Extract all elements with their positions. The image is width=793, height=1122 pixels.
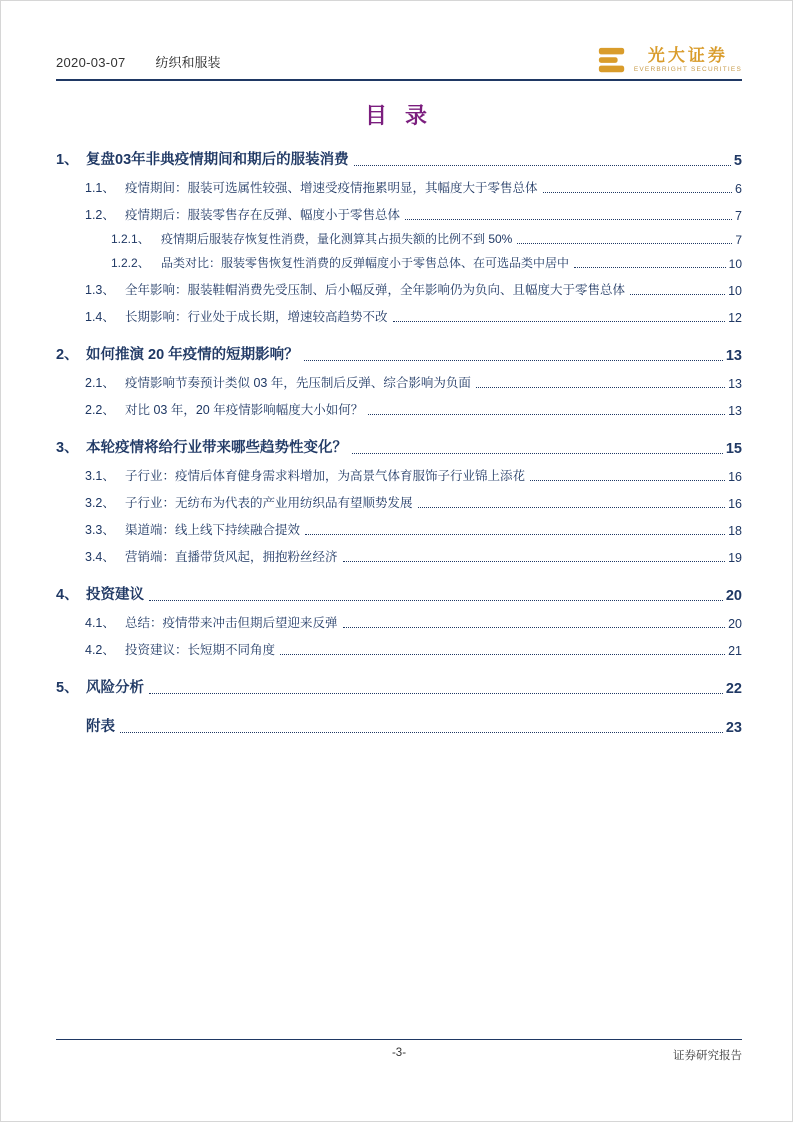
toc-leader-dots — [343, 627, 726, 628]
toc-entry[interactable] — [56, 715, 742, 736]
toc-entry-page: 12 — [728, 311, 742, 325]
toc-entry-number: 3.1、 — [85, 469, 115, 483]
toc-entry-page: 19 — [728, 551, 742, 565]
toc-leader-dots — [405, 219, 732, 220]
toc-entry-page: 5 — [733, 153, 742, 169]
page-title: 目 录 — [364, 103, 434, 128]
toc-entry-page: 21 — [728, 644, 742, 658]
toc-leader-dots — [304, 360, 723, 361]
toc-entry[interactable] — [56, 640, 742, 658]
toc-entry-page: 15 — [725, 441, 742, 457]
toc-entry-label: 品类对比：服装零售恢复性消费的反弹幅度小于零售总体、在可选品类中居中 — [161, 256, 570, 270]
toc-leader-dots — [149, 693, 723, 694]
toc-entry-number: 4、 — [56, 587, 79, 603]
toc-entry-page: 6 — [735, 182, 742, 196]
header-divider — [56, 79, 742, 81]
toc-entry-number: 2.2、 — [85, 403, 115, 417]
toc-entry-label: 疫情期间：服装可选属性较强、增速受疫情拖累明显，其幅度大于零售总体 — [125, 181, 538, 195]
footer-report-type: 证券研究报告 — [673, 1050, 742, 1062]
toc-entry-number: 1.4、 — [85, 310, 115, 324]
toc-entry-number: 1.2.2、 — [111, 256, 150, 270]
toc-leader-dots — [543, 192, 733, 193]
toc-entry[interactable] — [56, 178, 742, 196]
toc-entry-label: 复盘03年非典疫情期间和期后的服装消费 — [86, 152, 349, 168]
toc-entry-page: 16 — [728, 470, 742, 484]
toc-entry[interactable] — [56, 676, 742, 697]
toc-leader-dots — [574, 267, 726, 268]
toc-entry[interactable] — [56, 520, 742, 538]
toc-entry-label: 疫情影响节奏预计类似 03 年，先压制后反弹、综合影响为负面 — [125, 376, 471, 390]
report-date: 2020-03-07 — [56, 55, 126, 70]
page-header — [56, 45, 742, 81]
toc-entry[interactable] — [56, 466, 742, 484]
toc-entry-label: 投资建议 — [86, 587, 144, 603]
toc-entry-page: 7 — [735, 209, 742, 223]
toc-entry[interactable] — [56, 493, 742, 511]
toc-entry-number: 3.2、 — [85, 496, 115, 510]
toc-leader-dots — [280, 654, 725, 655]
toc-entry[interactable] — [56, 280, 742, 298]
toc-leader-dots — [120, 732, 723, 733]
toc-entry-label: 对比 03 年，20 年疫情影响幅度大小如何？ — [125, 403, 364, 417]
toc-leader-dots — [149, 600, 723, 601]
toc-entry[interactable] — [56, 307, 742, 325]
toc-entry[interactable] — [56, 148, 742, 169]
toc-entry[interactable] — [56, 254, 742, 271]
toc-entry[interactable] — [56, 343, 742, 364]
toc-leader-dots — [368, 414, 725, 415]
everbright-logo-icon — [597, 45, 627, 75]
toc-entry-number: 3.3、 — [85, 523, 115, 537]
toc-entry-label: 长期影响：行业处于成长期，增速较高趋势不改 — [125, 310, 388, 324]
toc-leader-dots — [305, 534, 725, 535]
toc-entry-number: 2、 — [56, 347, 79, 363]
toc-entry[interactable] — [56, 547, 742, 565]
toc-entry[interactable] — [56, 205, 742, 223]
footer-page-number: -3- — [391, 1047, 407, 1059]
toc-list — [56, 148, 742, 736]
page-footer — [56, 1039, 742, 1069]
toc-entry-number: 4.2、 — [85, 643, 115, 657]
toc-leader-dots — [418, 507, 726, 508]
toc-entry-label: 营销端：直播带货风起，拥抱粉丝经济 — [125, 550, 338, 564]
toc-entry-label: 总结：疫情带来冲击但期后望迎来反弹 — [125, 616, 338, 630]
logo-subtitle: EVERBRIGHT SECURITIES — [633, 66, 742, 74]
toc-entry-page: 13 — [728, 404, 742, 418]
toc-entry-label: 如何推演 20 年疫情的短期影响？ — [86, 347, 299, 363]
toc-entry-page: 13 — [728, 377, 742, 391]
toc-leader-dots — [343, 561, 726, 562]
toc-entry-label: 风险分析 — [86, 680, 144, 696]
toc-entry-label: 疫情期后：服装零售存在反弹、幅度小于零售总体 — [125, 208, 401, 222]
everbright-logo — [597, 45, 742, 79]
report-category: 纺织和服装 — [155, 55, 221, 70]
toc-entry-page: 20 — [728, 617, 742, 631]
toc-entry-label: 投资建议：长短期不同角度 — [125, 643, 276, 657]
toc-leader-dots — [352, 453, 723, 454]
toc-entry-label: 疫情期后服装存恢复性消费，量化测算其占损失额的比例不到 50% — [161, 232, 513, 246]
toc-entry-label: 全年影响：服装鞋帽消费先受压制、后小幅反弹，全年影响仍为负向、且幅度大于零售总体 — [125, 283, 626, 297]
toc-entry-label: 子行业：疫情后体育健身需求料增加，为高景气体育服饰子行业锦上添花 — [125, 469, 526, 483]
toc-entry-number: 2.1、 — [85, 376, 115, 390]
toc-entry-page: 16 — [728, 497, 742, 511]
toc-entry[interactable] — [56, 230, 742, 247]
toc-entry-label: 渠道端：线上线下持续融合提效 — [125, 523, 301, 537]
toc-entry-number: 5、 — [56, 680, 79, 696]
toc-leader-dots — [517, 243, 732, 244]
toc-entry-page: 23 — [725, 720, 742, 736]
toc-entry-number: 4.1、 — [85, 616, 115, 630]
toc-entry-page: 22 — [725, 681, 742, 697]
toc-entry-page: 10 — [728, 284, 742, 298]
toc-entry-label: 本轮疫情将给行业带来哪些趋势性变化？ — [86, 440, 347, 456]
toc-entry-number: 1.3、 — [85, 283, 115, 297]
toc-entry[interactable] — [56, 436, 742, 457]
toc-entry-label: 子行业：无纺布为代表的产业用纺织品有望顺势发展 — [125, 496, 413, 510]
toc-leader-dots — [630, 294, 725, 295]
toc-entry-page: 18 — [728, 524, 742, 538]
toc-entry-number: 3.4、 — [85, 550, 115, 564]
toc-entry-number: 1、 — [56, 152, 79, 168]
toc-entry-page: 20 — [725, 588, 742, 604]
toc-entry[interactable] — [56, 613, 742, 631]
toc-leader-dots — [393, 321, 726, 322]
logo-brand-name: 光大证券 — [647, 45, 728, 65]
toc-leader-dots — [530, 480, 725, 481]
toc-entry-number: 3、 — [56, 440, 79, 456]
toc-content — [56, 99, 742, 736]
toc-entry[interactable] — [56, 583, 742, 604]
toc-entry-label: 附表 — [86, 719, 115, 735]
toc-entry-number: 1.1、 — [85, 181, 115, 195]
toc-entry-page: 10 — [728, 257, 742, 271]
toc-entry[interactable] — [56, 400, 742, 418]
toc-entry-number: 1.2、 — [85, 208, 115, 222]
toc-entry-page: 13 — [725, 348, 742, 364]
toc-entry-number: 1.2.1、 — [111, 232, 150, 246]
toc-leader-dots — [354, 165, 731, 166]
toc-leader-dots — [476, 387, 725, 388]
toc-entry[interactable] — [56, 373, 742, 391]
toc-entry-page: 7 — [735, 233, 742, 247]
